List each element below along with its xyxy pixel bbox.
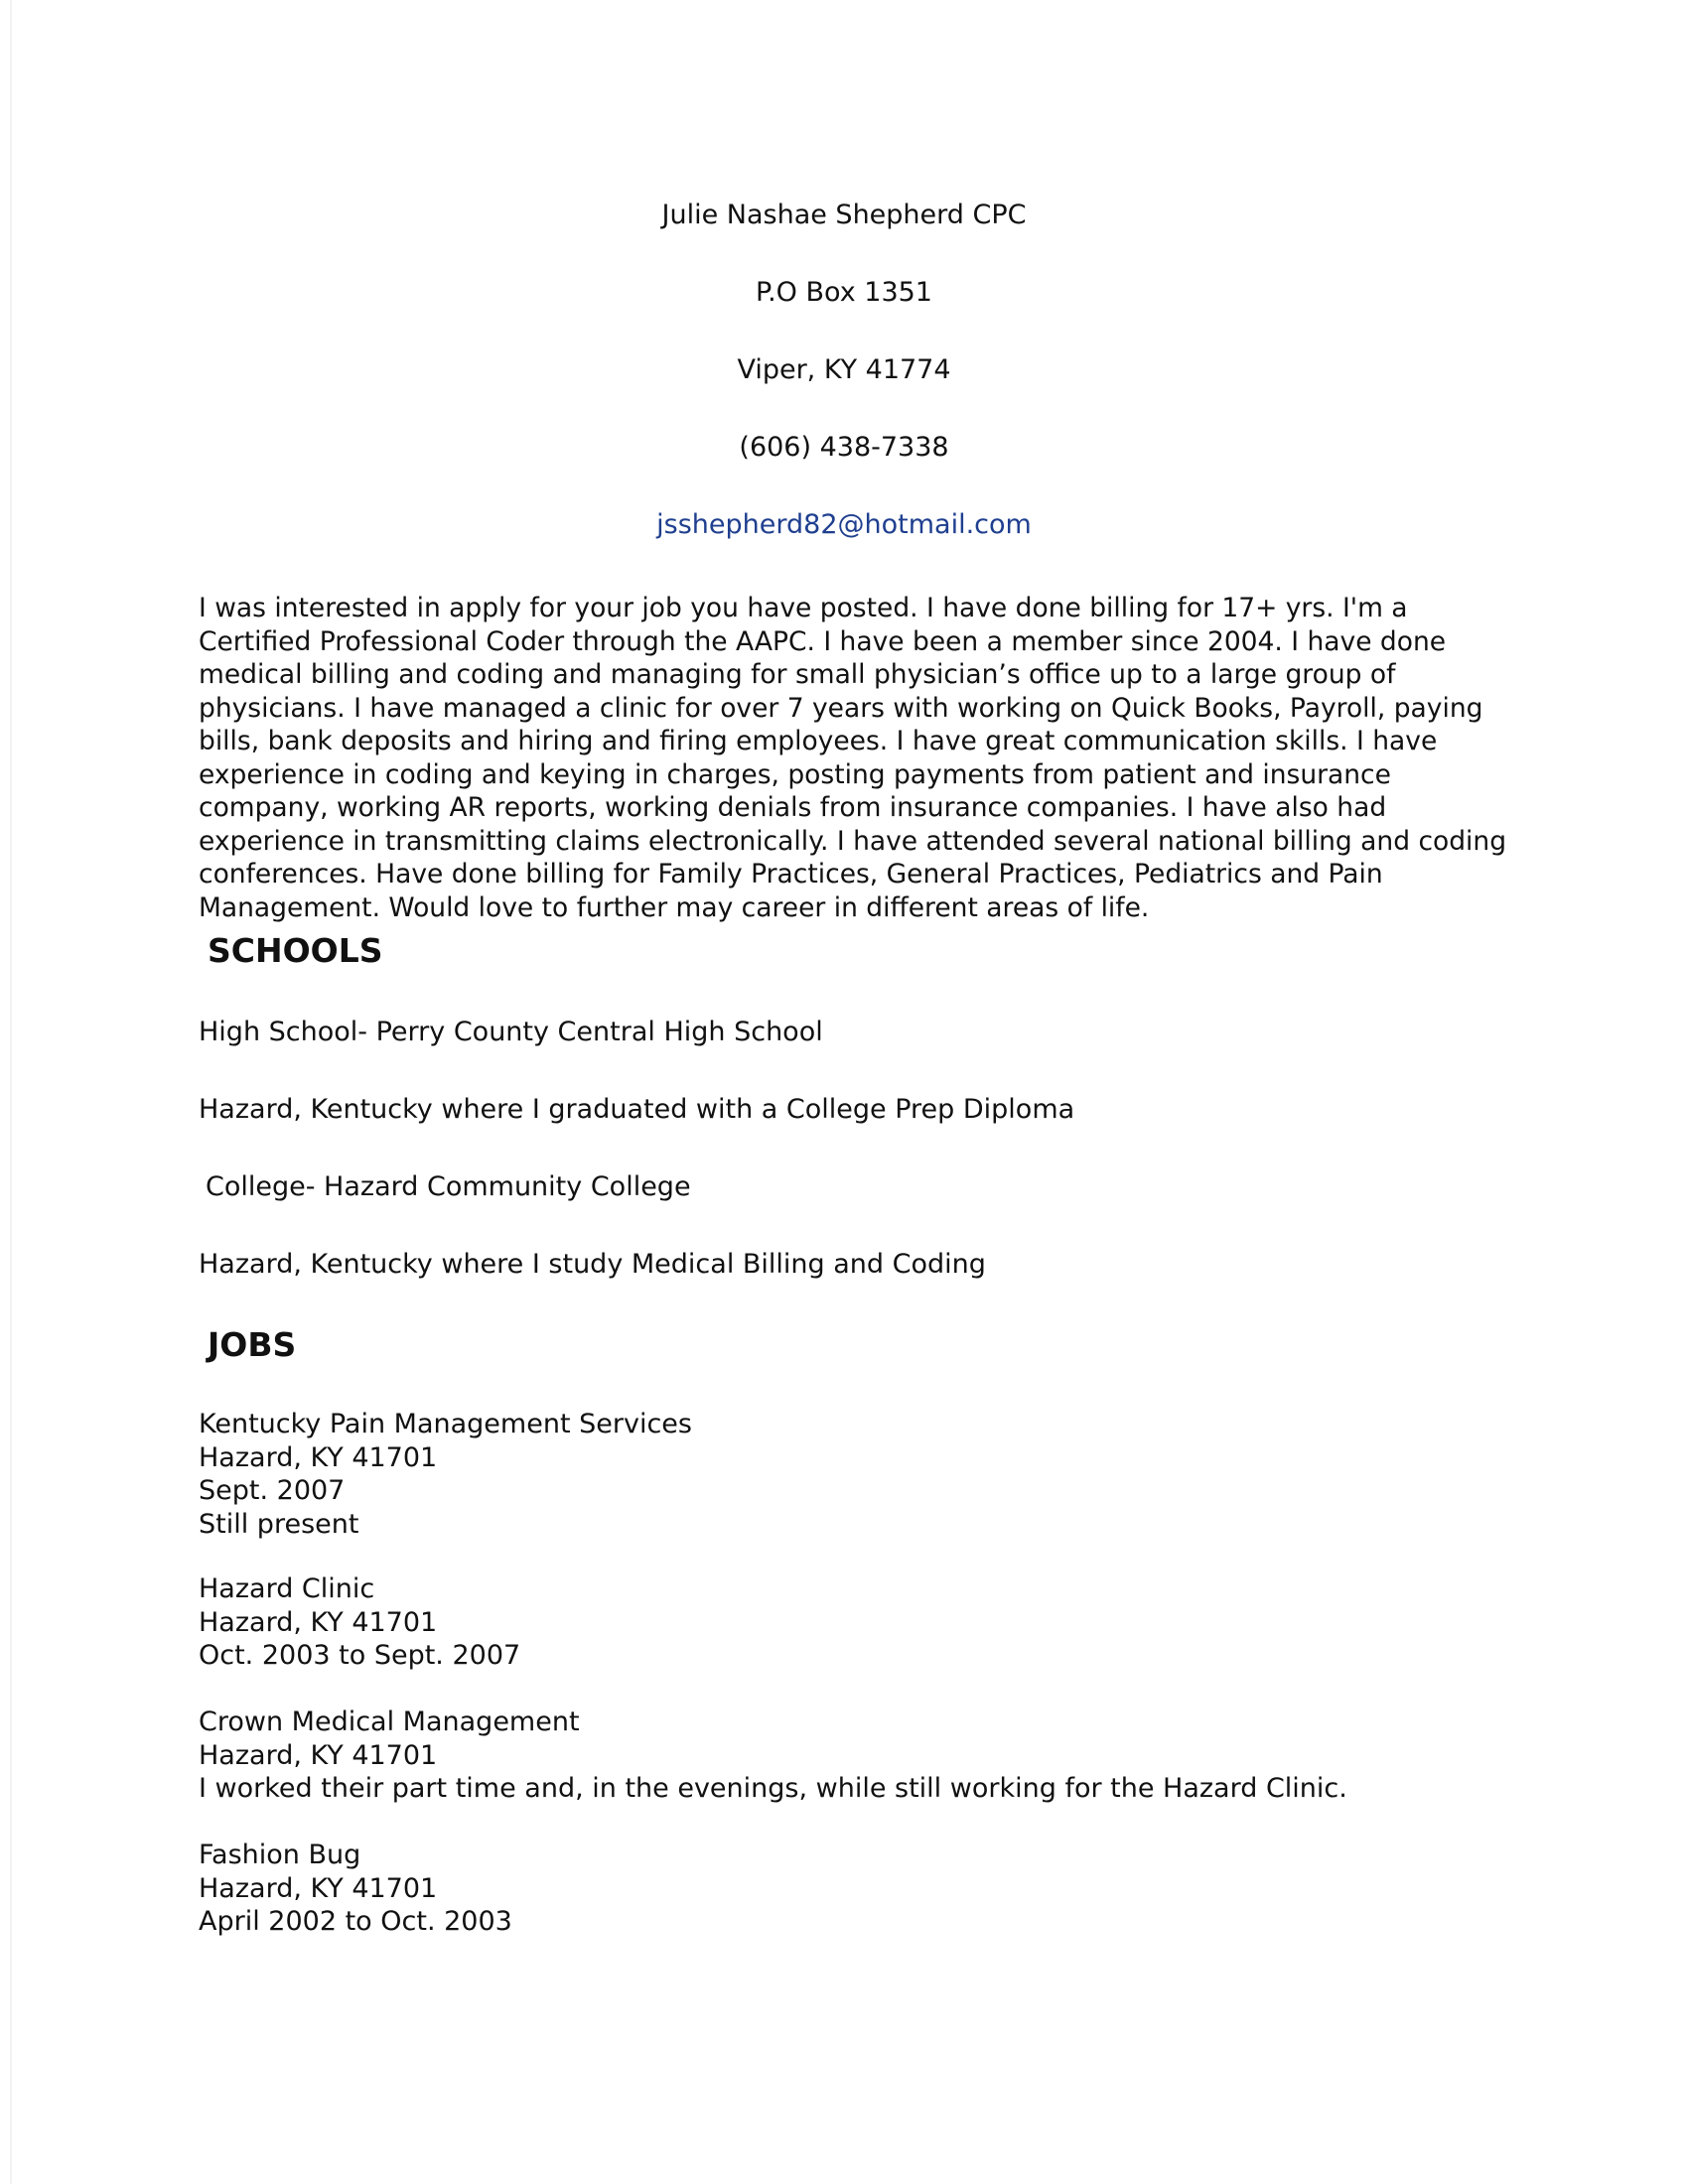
- job-employer: Kentucky Pain Management Services: [199, 1409, 692, 1439]
- contact-email: jsshepherd82@hotmail.com: [656, 509, 1032, 540]
- job-location: Hazard, KY 41701: [199, 1441, 438, 1473]
- job-location: Hazard, KY 41701: [199, 1739, 438, 1771]
- job-employer: Hazard Clinic: [199, 1573, 375, 1604]
- job-entry: [199, 1572, 520, 1673]
- job-entry: [199, 1839, 512, 1939]
- school-line: Hazard, Kentucky where I graduated with a College Prep Diploma: [199, 1094, 1075, 1125]
- job-end-date: Still present: [199, 1508, 359, 1540]
- school-line: College- Hazard Community College: [206, 1171, 691, 1202]
- job-employer: Crown Medical Management: [199, 1706, 580, 1737]
- job-dates: Oct. 2003 to Sept. 2007: [199, 1640, 521, 1671]
- school-line: Hazard, Kentucky where I study Medical Billing and Coding: [199, 1249, 986, 1280]
- job-entry: [199, 1706, 1347, 1806]
- jobs-heading: JOBS: [208, 1325, 297, 1364]
- job-location: Hazard, KY 41701: [199, 1606, 438, 1638]
- schools-heading: SCHOOLS: [208, 931, 383, 970]
- summary-paragraph: I was interested in apply for your job you have posted. I have done billing for 17+ yrs. I'm a Certified Professional Coder through the AAPC. I have been a member since 2004. I have done medical billing and coding and managing for small physician’s office up to a large group of physicians. I have managed a clinic for over 7 years with working on Quick Books, Payroll, paying bills, bank deposits and hiring and firing employees. I have great communication skills. I have experience in coding and keying in charges, posting payments from patient and insurance company, working AR reports, working denials from insurance companies. I have also had experience in transmitting claims electronically. I have attended several national billing and coding conferences. Have done billing for Family Practices, General Practices, Pediatrics and Pain Management. Would love to further may career in different areas of life.: [199, 593, 1507, 923]
- job-entry: [199, 1408, 692, 1541]
- contact-address: P.O Box 1351: [756, 277, 932, 308]
- job-start-date: Sept. 2007: [199, 1475, 346, 1506]
- job-location: Hazard, KY 41701: [199, 1872, 438, 1904]
- scan-edge: [10, 0, 12, 2184]
- contact-city: Viper, KY 41774: [737, 354, 951, 385]
- job-employer: Fashion Bug: [199, 1840, 361, 1870]
- contact-phone: (606) 438-7338: [739, 432, 949, 463]
- school-line: High School- Perry County Central High School: [199, 1017, 823, 1047]
- job-dates: April 2002 to Oct. 2003: [199, 1906, 512, 1937]
- contact-name: Julie Nashae Shepherd CPC: [661, 200, 1027, 230]
- job-note: I worked their part time and, in the evenings, while still working for the Hazard Clinic.: [199, 1773, 1347, 1804]
